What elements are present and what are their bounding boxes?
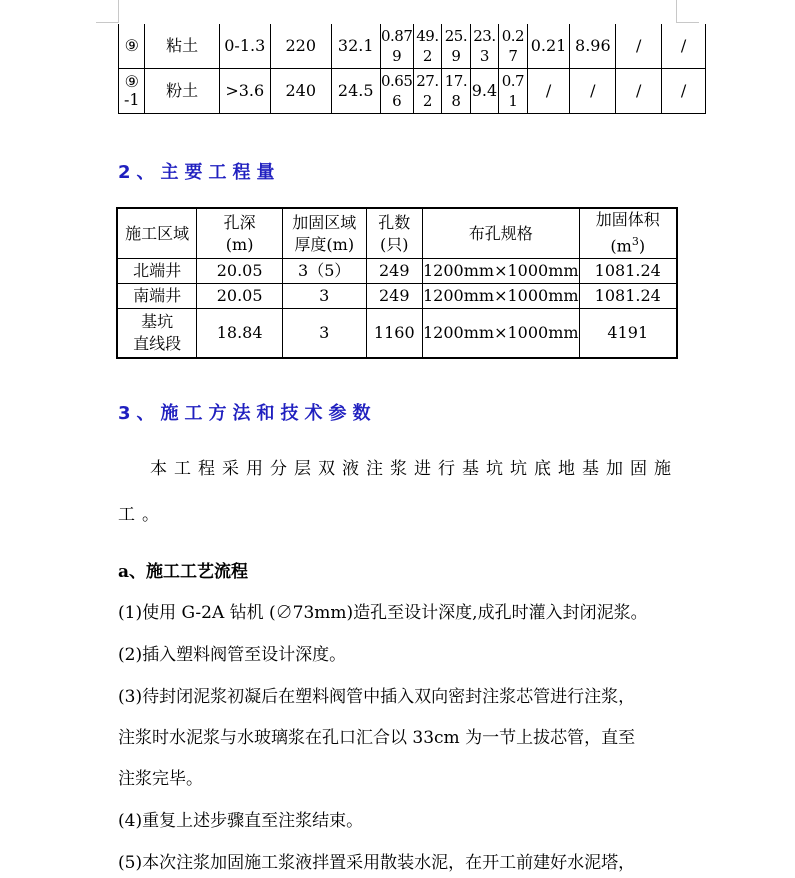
cell-line: 7 (508, 47, 518, 65)
table-cell (380, 24, 413, 69)
cell-area: 南端井 (117, 284, 197, 309)
cell-volume: 1081.24 (579, 259, 677, 284)
superscript: 3 (631, 235, 639, 249)
crop-mark-top-right (676, 0, 699, 23)
cell-line: 17. (444, 72, 468, 90)
paragraph-line: 本工程采用分层双液注浆进行基坑坑底地基加固施 (150, 459, 678, 479)
cell-volume: 4191 (579, 309, 677, 359)
cell-line: ) (638, 236, 646, 256)
table-cell: 24.5 (331, 69, 380, 114)
step-line: (3)待封闭泥浆初凝后在塑料阀管中插入双向密封注浆芯管进行注浆， (118, 687, 636, 707)
cell-count: 1160 (366, 309, 422, 359)
cell-line: (m (610, 236, 632, 256)
cell-area: 北端井 (117, 259, 197, 284)
header-depth (197, 208, 283, 259)
cell-line: 6 (392, 92, 402, 110)
table-row (119, 69, 706, 114)
cell-line: 0.2 (501, 27, 525, 45)
process-flow-heading: a、施工工艺流程 (118, 562, 249, 582)
cell-line: 加固体积 (595, 210, 660, 230)
table-cell (413, 69, 442, 114)
cell-depth: 20.05 (197, 259, 283, 284)
depth-range: >3.6 (219, 69, 270, 114)
cell-count: 249 (366, 284, 422, 309)
table-cell: 9.4 (470, 69, 499, 114)
table-cell: / (616, 24, 662, 69)
step-line: 注浆完毕。 (118, 769, 203, 789)
soil-parameter-table (118, 24, 706, 114)
soil-name: 粘土 (145, 24, 219, 69)
section-2-heading: 2、主要工程量 (118, 162, 281, 183)
cell-line: 1 (508, 92, 518, 110)
table-cell (470, 24, 499, 69)
table-cell (380, 69, 413, 114)
cell-line: 0.87 (380, 27, 413, 45)
step-line: (1)使用 G-2A 钻机 (∅73mm)造孔至设计深度,成孔时灌入封闭泥浆。 (118, 603, 648, 623)
table-cell (413, 24, 442, 69)
table-cell: / (662, 69, 706, 114)
cell-spec: 1200mm×1000mm (423, 284, 580, 309)
cell-line: 3 (479, 47, 489, 65)
table-cell: 8.96 (570, 24, 616, 69)
quantity-table (116, 207, 678, 359)
step-line: 注浆时水泥浆与水玻璃浆在孔口汇合以 33cm 为一节上拔芯管，直至 (118, 728, 636, 748)
depth-range: 0-1.3 (219, 24, 270, 69)
cell-line: 0.7 (501, 72, 525, 90)
cell-thickness: 3（5） (282, 259, 366, 284)
table-cell: / (662, 24, 706, 69)
table-cell: 220 (270, 24, 331, 69)
cell-line: 27. (416, 72, 439, 90)
header-area: 施工区域 (117, 208, 197, 259)
table-cell (499, 69, 528, 114)
header-count (366, 208, 422, 259)
layer-no: ⑨ (119, 24, 145, 69)
table-cell (499, 24, 528, 69)
table-cell (442, 69, 471, 114)
header-thickness (282, 208, 366, 259)
cell-line: 孔数 (378, 212, 411, 232)
cell-depth: 18.84 (197, 309, 283, 359)
cell-line: 49. (416, 27, 439, 45)
table-cell: 32.1 (331, 24, 380, 69)
table-header-row (117, 208, 677, 259)
soil-name: 粉土 (145, 69, 219, 114)
table-cell: 0.21 (527, 24, 570, 69)
cell-line: 2 (422, 47, 432, 65)
step-line: (2)插入塑料阀管至设计深度。 (118, 645, 347, 665)
cell-line: 9 (451, 47, 461, 65)
table-row (117, 309, 677, 359)
paragraph-line: 工。 (118, 505, 166, 525)
table-cell: 240 (270, 69, 331, 114)
header-volume (579, 208, 677, 259)
cell-line: (m) (225, 234, 254, 254)
cell-spec: 1200mm×1000mm (423, 309, 580, 359)
cell-thickness: 3 (282, 284, 366, 309)
table-row (117, 284, 677, 309)
cell-line: 23. (473, 27, 496, 45)
table-row (119, 24, 706, 69)
cell-count: 249 (366, 259, 422, 284)
table-cell (442, 24, 471, 69)
cell-line: ⑨ (124, 72, 139, 91)
cell-line: 加固区域 (292, 212, 357, 232)
cell-area (117, 309, 197, 359)
cell-line: 9 (392, 47, 402, 65)
table-row (117, 259, 677, 284)
table-cell: / (527, 69, 570, 114)
cell-line: 基坑 (141, 312, 174, 331)
step-line: (5)本次注浆加固施工浆液拌置采用散装水泥，在开工前建好水泥塔， (118, 853, 636, 873)
cell-depth: 20.05 (197, 284, 283, 309)
cell-line: (只) (380, 234, 409, 254)
table-cell: / (616, 69, 662, 114)
layer-no (119, 69, 145, 114)
cell-spec: 1200mm×1000mm (423, 259, 580, 284)
section-3-heading: 3、施工方法和技术参数 (118, 403, 377, 424)
cell-thickness: 3 (282, 309, 366, 359)
cell-line: 2 (422, 92, 432, 110)
cell-line: 厚度(m) (294, 234, 355, 254)
step-line: (4)重复上述步骤直至注浆结束。 (118, 811, 364, 831)
crop-mark-top-left (96, 0, 119, 23)
cell-line: 25. (444, 27, 468, 45)
cell-line: 孔深 (223, 212, 256, 232)
cell-volume: 1081.24 (579, 284, 677, 309)
cell-line: 8 (451, 92, 461, 110)
cell-line: -1 (123, 90, 140, 109)
header-spec: 布孔规格 (423, 208, 580, 259)
cell-line: 0.65 (380, 72, 413, 90)
table-cell: / (570, 69, 616, 114)
cell-line: 直线段 (133, 334, 182, 353)
